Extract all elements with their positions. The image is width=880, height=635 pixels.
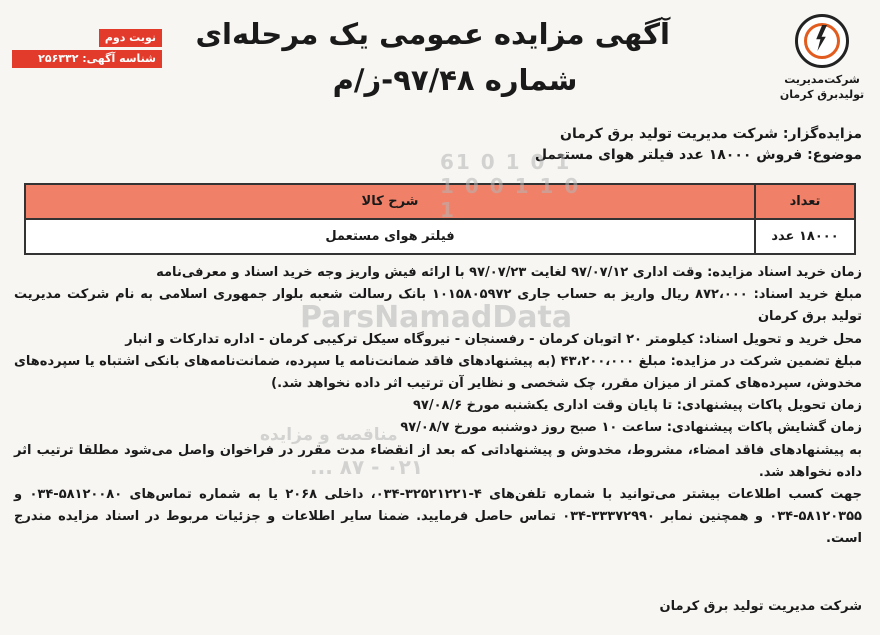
body-paragraph: زمان خرید اسناد مزایده: وقت اداری ۹۷/۰۷/۱۲ لغایت ۹۷/۰۷/۲۳ با ارائه فیش واریز وجه خرید اسناد و معرفی‌نامه [156, 265, 862, 280]
notice-number: شماره ۹۷/۴۸-ز/م [332, 63, 578, 97]
cell-desc: فیلتر هوای مستعمل [25, 219, 755, 254]
logo-text: شرکت‌مدیریت تولید‌برق کرمان [779, 73, 865, 101]
cell-qty: ۱۸۰۰۰ عدد [755, 219, 855, 254]
subject: موضوع: فروش ۱۸۰۰۰ عدد فیلتر هوای مستعمل [534, 147, 862, 163]
power-logo-icon [795, 14, 849, 68]
header-desc: شرح کالا [25, 184, 755, 219]
watermark-site: ParsNamadData [300, 300, 573, 335]
header-qty: تعداد [755, 184, 855, 219]
watermark-numbers: 61 0 1 0 1 1 0 0 1 1 0 1 [440, 150, 581, 222]
body-paragraph: زمان تحویل پاکات پیشنهادی: تا پایان وقت اداری یکشنبه مورخ ۹۷/۰۸/۶ [412, 398, 862, 414]
body-paragraph: مبلغ تضمین شرکت در مزایده: مبلغ ۴۳،۲۰۰،۰۰۰ (به پیشنهادهای فاقد ضمانت‌نامه یا سپرده، ضمانت‌نامه‌های بانکی اشتباه یا سپرده‌های مخدوش، سپرده‌های کمتر از میزان مقرر، چک شخصی و نظایر آن ترتیب اثر داده نخواهد شد.) [14, 353, 862, 392]
body-paragraph: زمان گشایش پاکات پیشنهادی: ساعت ۱۰ صبح روز دوشنبه مورخ ۹۷/۰۸/۷ [400, 420, 862, 436]
watermark-persian: مناقصه و مزایده [260, 425, 398, 445]
body-paragraph: مبلغ خرید اسناد: ۸۷۲،۰۰۰ ریال واریز به حساب جاری ۱۰۱۵۸۰۵۹۷۲ بانک رسالت شعبه بلوار جمهوری اسلامی به نام شرکت مدیریت تولید برق کرمان [14, 287, 863, 325]
notice-title: آگهی مزایده عمومی یک مرحله‌ای [195, 17, 670, 51]
body-paragraph: محل خرید و تحویل اسناد: کیلومتر ۲۰ اتوبان کرمان - رفسنجان - نیروگاه سیکل ترکیبی کرمان - اداره تدارکات و انبار [125, 331, 862, 347]
auctioneer: مزایده‌گزار: شرکت مدیریت تولید برق کرمان [560, 126, 862, 142]
body-paragraph: به پیشنهادهای فاقد امضاء، مشروط، مخدوش و پیشنهاداتی که بعد از انقضاء مدت مقرر در فراخوان واصل می‌شود مطلقا ترتیب اثر داده نخواهد شد. [14, 442, 862, 480]
round-badge: نوبت دوم [99, 29, 162, 47]
table-row [25, 219, 855, 254]
footer-company: شرکت مدیریت تولید برق کرمان [659, 599, 862, 614]
notice-badges [12, 26, 162, 68]
watermark-phone: ۰۲۱ - ۸۷ ... [310, 455, 424, 479]
notice-id-badge: شناسه آگهی: ۲۵۶۳۳۲ [12, 50, 162, 68]
body-paragraph: جهت کسب اطلاعات بیشتر می‌توانید با شماره تلفن‌های ۴-۳۲۵۲۱۲۲۱-۰۳۴، داخلی ۲۰۶۸ یا به شماره تماس‌های ۵۸۱۲۰۰۸۰-۰۳۴ و ۵۸۱۲۰۳۵۵-۰۳۴ و همچنین نمابر ۳۳۳۷۲۹۹۰-۰۳۴ تماس حاصل فرمایید. ضمنا سایر اطلاعات و جزئیات مربوط در اسناد مزایده مندرج است. [14, 487, 863, 547]
company-logo [778, 14, 866, 102]
